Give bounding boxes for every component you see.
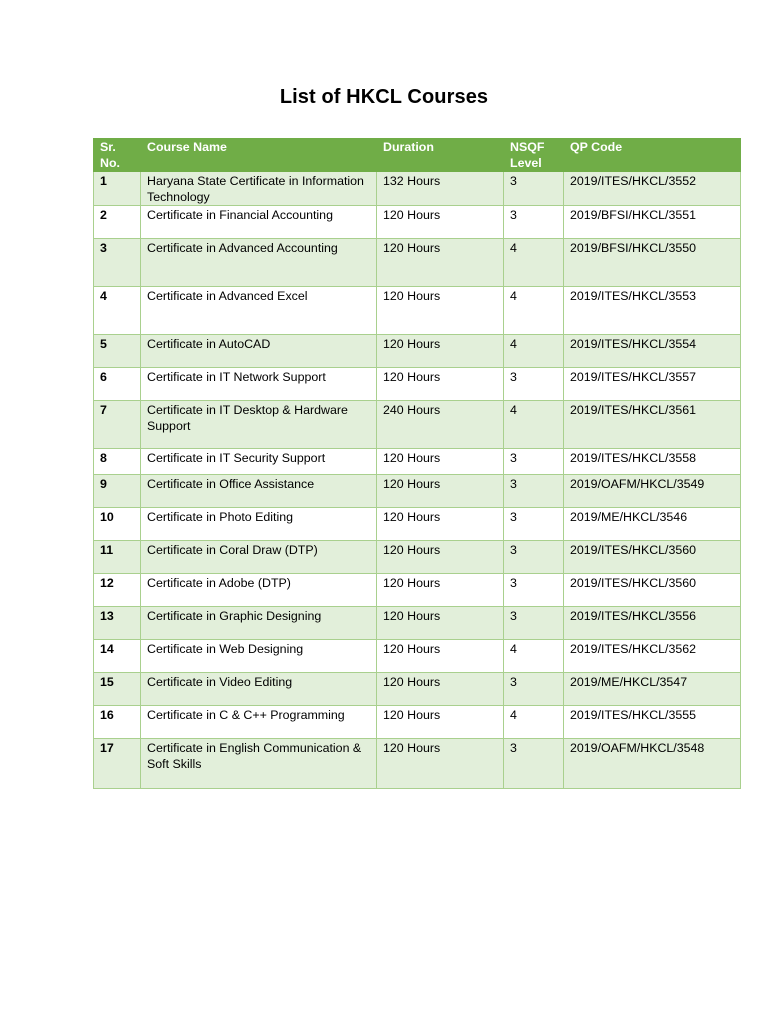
table-row [94,508,741,541]
table-row [94,706,741,739]
nsqf-level-cell: 3 [504,172,564,206]
nsqf-level-cell: 3 [504,607,564,640]
nsqf-level-cell: 4 [504,239,564,287]
sr-no-cell: 16 [94,706,141,739]
course-name-cell: Certificate in AutoCAD [141,335,377,368]
qp-code-cell: 2019/ITES/HKCL/3557 [564,368,741,401]
table-row [94,541,741,574]
duration-cell: 120 Hours [377,239,504,287]
header-duration: Duration [377,139,504,172]
table-row [94,172,741,206]
duration-cell: 120 Hours [377,335,504,368]
nsqf-level-cell: 3 [504,206,564,239]
table-row [94,368,741,401]
duration-cell: 120 Hours [377,508,504,541]
table-row [94,239,741,287]
duration-cell: 120 Hours [377,673,504,706]
table-row [94,673,741,706]
nsqf-level-cell: 4 [504,287,564,335]
qp-code-cell: 2019/ITES/HKCL/3562 [564,640,741,673]
qp-code-cell: 2019/ME/HKCL/3547 [564,673,741,706]
duration-cell: 120 Hours [377,475,504,508]
nsqf-level-cell: 3 [504,739,564,789]
duration-cell: 120 Hours [377,449,504,475]
qp-code-cell: 2019/ITES/HKCL/3558 [564,449,741,475]
sr-no-cell: 7 [94,401,141,449]
duration-cell: 120 Hours [377,739,504,789]
sr-no-cell: 4 [94,287,141,335]
table-row [94,607,741,640]
duration-cell: 120 Hours [377,607,504,640]
qp-code-cell: 2019/ITES/HKCL/3555 [564,706,741,739]
sr-no-cell: 12 [94,574,141,607]
duration-cell: 240 Hours [377,401,504,449]
course-name-cell: Certificate in IT Security Support [141,449,377,475]
course-name-cell: Certificate in IT Network Support [141,368,377,401]
qp-code-cell: 2019/ITES/HKCL/3560 [564,541,741,574]
table-row [94,287,741,335]
table-row [94,335,741,368]
duration-cell: 120 Hours [377,541,504,574]
duration-cell: 120 Hours [377,287,504,335]
nsqf-level-cell: 3 [504,541,564,574]
course-name-cell: Certificate in Office Assistance [141,475,377,508]
course-name-cell: Certificate in Graphic Designing [141,607,377,640]
sr-no-cell: 3 [94,239,141,287]
table-row [94,449,741,475]
course-name-cell: Certificate in Photo Editing [141,508,377,541]
nsqf-level-cell: 4 [504,640,564,673]
nsqf-level-cell: 3 [504,368,564,401]
qp-code-cell: 2019/ITES/HKCL/3560 [564,574,741,607]
header-sr-no: Sr. No. [94,139,141,172]
courses-table [93,138,741,789]
duration-cell: 120 Hours [377,640,504,673]
qp-code-cell: 2019/ME/HKCL/3546 [564,508,741,541]
sr-no-cell: 9 [94,475,141,508]
nsqf-level-cell: 3 [504,475,564,508]
qp-code-cell: 2019/BFSI/HKCL/3550 [564,239,741,287]
sr-no-cell: 1 [94,172,141,206]
duration-cell: 120 Hours [377,368,504,401]
qp-code-cell: 2019/ITES/HKCL/3554 [564,335,741,368]
page-title: List of HKCL Courses [279,86,489,108]
qp-code-cell: 2019/OAFM/HKCL/3549 [564,475,741,508]
table-row [94,739,741,789]
duration-cell: 120 Hours [377,706,504,739]
sr-no-cell: 14 [94,640,141,673]
course-name-cell: Certificate in Coral Draw (DTP) [141,541,377,574]
sr-no-cell: 2 [94,206,141,239]
table-row [94,475,741,508]
sr-no-cell: 6 [94,368,141,401]
nsqf-level-cell: 3 [504,449,564,475]
qp-code-cell: 2019/ITES/HKCL/3561 [564,401,741,449]
course-name-cell: Certificate in Web Designing [141,640,377,673]
table-row [94,640,741,673]
sr-no-cell: 8 [94,449,141,475]
sr-no-cell: 15 [94,673,141,706]
course-name-cell: Certificate in Advanced Accounting [141,239,377,287]
table-header-row [94,139,741,172]
header-nsqf-level: NSQF Level [504,139,564,172]
course-name-cell: Certificate in Adobe (DTP) [141,574,377,607]
sr-no-cell: 11 [94,541,141,574]
sr-no-cell: 17 [94,739,141,789]
sr-no-cell: 13 [94,607,141,640]
duration-cell: 120 Hours [377,574,504,607]
course-name-cell: Certificate in English Communication & Soft Skills [141,739,377,789]
course-name-cell: Certificate in Advanced Excel [141,287,377,335]
duration-cell: 120 Hours [377,206,504,239]
duration-cell: 132 Hours [377,172,504,206]
qp-code-cell: 2019/ITES/HKCL/3553 [564,287,741,335]
nsqf-level-cell: 4 [504,706,564,739]
table-row [94,401,741,449]
qp-code-cell: 2019/ITES/HKCL/3552 [564,172,741,206]
table-row [94,206,741,239]
nsqf-level-cell: 3 [504,673,564,706]
qp-code-cell: 2019/BFSI/HKCL/3551 [564,206,741,239]
course-name-cell: Certificate in Video Editing [141,673,377,706]
course-name-cell: Certificate in C & C++ Programming [141,706,377,739]
nsqf-level-cell: 3 [504,574,564,607]
nsqf-level-cell: 3 [504,508,564,541]
qp-code-cell: 2019/OAFM/HKCL/3548 [564,739,741,789]
nsqf-level-cell: 4 [504,335,564,368]
table-row [94,574,741,607]
nsqf-level-cell: 4 [504,401,564,449]
sr-no-cell: 10 [94,508,141,541]
header-qp-code: QP Code [564,139,741,172]
course-name-cell: Haryana State Certificate in Information Technology [141,172,377,206]
course-name-cell: Certificate in IT Desktop & Hardware Support [141,401,377,449]
course-name-cell: Certificate in Financial Accounting [141,206,377,239]
sr-no-cell: 5 [94,335,141,368]
header-course-name: Course Name [141,139,377,172]
qp-code-cell: 2019/ITES/HKCL/3556 [564,607,741,640]
